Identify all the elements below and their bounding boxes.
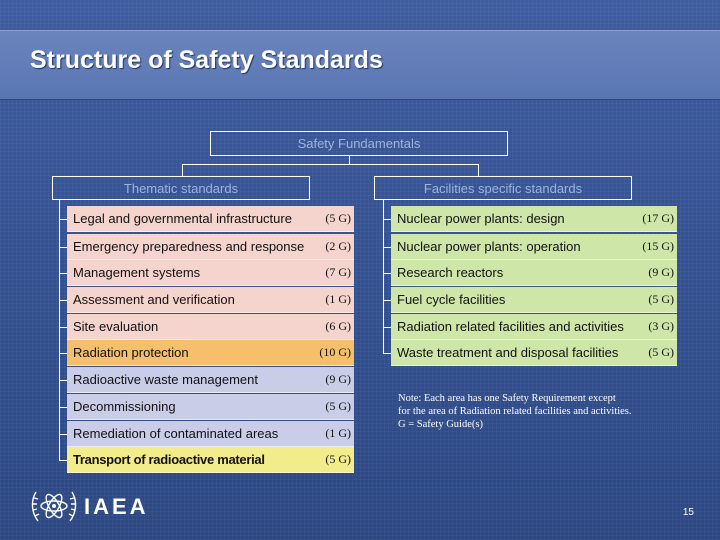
thematic-connector-tick xyxy=(60,407,67,408)
facility-count: (15 G) xyxy=(642,239,674,253)
facility-label: Radiation related facilities and activities xyxy=(397,319,624,334)
thematic-row xyxy=(67,340,354,366)
footnote xyxy=(398,392,698,431)
facility-connector-tick xyxy=(384,273,391,274)
thematic-count: (9 G) xyxy=(325,372,351,386)
facility-count: (17 G) xyxy=(642,211,674,225)
thematic-count: (5 G) xyxy=(325,211,351,225)
facilities-standards-box xyxy=(374,176,632,200)
thematic-label: Emergency preparedness and response xyxy=(73,239,305,254)
thematic-label: Radioactive waste management xyxy=(73,372,258,387)
thematic-count: (1 G) xyxy=(325,292,351,306)
thematic-count: (5 G) xyxy=(325,452,351,466)
facilities-trunk-line xyxy=(383,200,384,354)
thematic-connector-tick xyxy=(60,247,67,248)
thematic-connector-tick xyxy=(60,327,67,328)
connector-horizontal-top xyxy=(182,164,479,165)
facility-label: Research reactors xyxy=(397,265,504,280)
thematic-label: Legal and governmental infrastructure xyxy=(73,211,292,226)
facility-connector-tick xyxy=(384,219,391,220)
thematic-connector-tick xyxy=(60,353,67,354)
facility-count: (5 G) xyxy=(648,345,674,359)
facilities-standards-label: Facilities specific standards xyxy=(423,180,583,196)
page-number: 15 xyxy=(682,507,694,518)
thematic-label: Remediation of contaminated areas xyxy=(73,426,279,441)
facility-row xyxy=(391,314,677,340)
facility-connector-tick xyxy=(384,247,391,248)
facility-label: Waste treatment and disposal facilities xyxy=(397,345,619,360)
facility-label: Nuclear power plants: design xyxy=(397,211,565,226)
facility-connector-tick xyxy=(384,327,391,328)
facility-row xyxy=(391,206,677,232)
safety-fundamentals-label: Safety Fundamentals xyxy=(297,136,421,151)
thematic-trunk-line xyxy=(59,200,60,461)
facility-connector-tick xyxy=(384,353,391,354)
facility-count: (3 G) xyxy=(648,319,674,333)
connector-vertical-center xyxy=(349,156,350,164)
facility-label: Fuel cycle facilities xyxy=(397,292,506,307)
page-title: Structure of Safety Standards xyxy=(30,46,383,74)
facility-row xyxy=(391,260,677,286)
thematic-label: Transport of radioactive material xyxy=(73,452,265,467)
thematic-count: (7 G) xyxy=(325,265,351,279)
thematic-row xyxy=(67,260,354,286)
safety-fundamentals-box xyxy=(210,131,508,156)
thematic-connector-tick xyxy=(60,300,67,301)
thematic-label: Site evaluation xyxy=(73,319,159,334)
thematic-connector-tick xyxy=(60,273,67,274)
thematic-row xyxy=(67,234,354,260)
thematic-standards-box xyxy=(52,176,310,200)
thematic-standards-label: Thematic standards xyxy=(123,180,239,196)
thematic-row xyxy=(67,287,354,313)
thematic-label: Management systems xyxy=(73,265,201,280)
thematic-count: (5 G) xyxy=(325,399,351,413)
facility-row xyxy=(391,340,677,366)
thematic-row xyxy=(67,421,354,447)
iaea-logo-text: IAEA xyxy=(84,494,149,519)
footnote-line-2: for the area of Radiation related facilities and activities. xyxy=(398,406,632,417)
thematic-connector-tick xyxy=(60,380,67,381)
thematic-count: (10 G) xyxy=(319,345,351,359)
thematic-row xyxy=(67,206,354,232)
thematic-count: (2 G) xyxy=(325,239,351,253)
iaea-logo-icon xyxy=(30,484,78,528)
footnote-line-3: G = Safety Guide(s) xyxy=(398,419,483,430)
thematic-count: (1 G) xyxy=(325,426,351,440)
thematic-label: Decommissioning xyxy=(73,399,176,414)
thematic-connector-tick xyxy=(60,434,67,435)
thematic-row xyxy=(67,394,354,420)
facility-count: (9 G) xyxy=(648,265,674,279)
thematic-connector-tick xyxy=(60,460,67,461)
thematic-row xyxy=(67,314,354,340)
footnote-line-1: Note: Each area has one Safety Requirement except xyxy=(398,393,616,404)
connector-left-drop xyxy=(182,164,183,176)
thematic-row xyxy=(67,367,354,393)
facility-row xyxy=(391,287,677,313)
thematic-connector-tick xyxy=(60,219,67,220)
facility-connector-tick xyxy=(384,300,391,301)
facility-label: Nuclear power plants: operation xyxy=(397,239,581,254)
thematic-label: Radiation protection xyxy=(73,345,189,360)
thematic-label: Assessment and verification xyxy=(73,292,235,307)
facility-row xyxy=(391,234,677,260)
thematic-row xyxy=(67,447,354,473)
thematic-count: (6 G) xyxy=(325,319,351,333)
connector-right-drop xyxy=(478,164,479,176)
facility-count: (5 G) xyxy=(648,292,674,306)
